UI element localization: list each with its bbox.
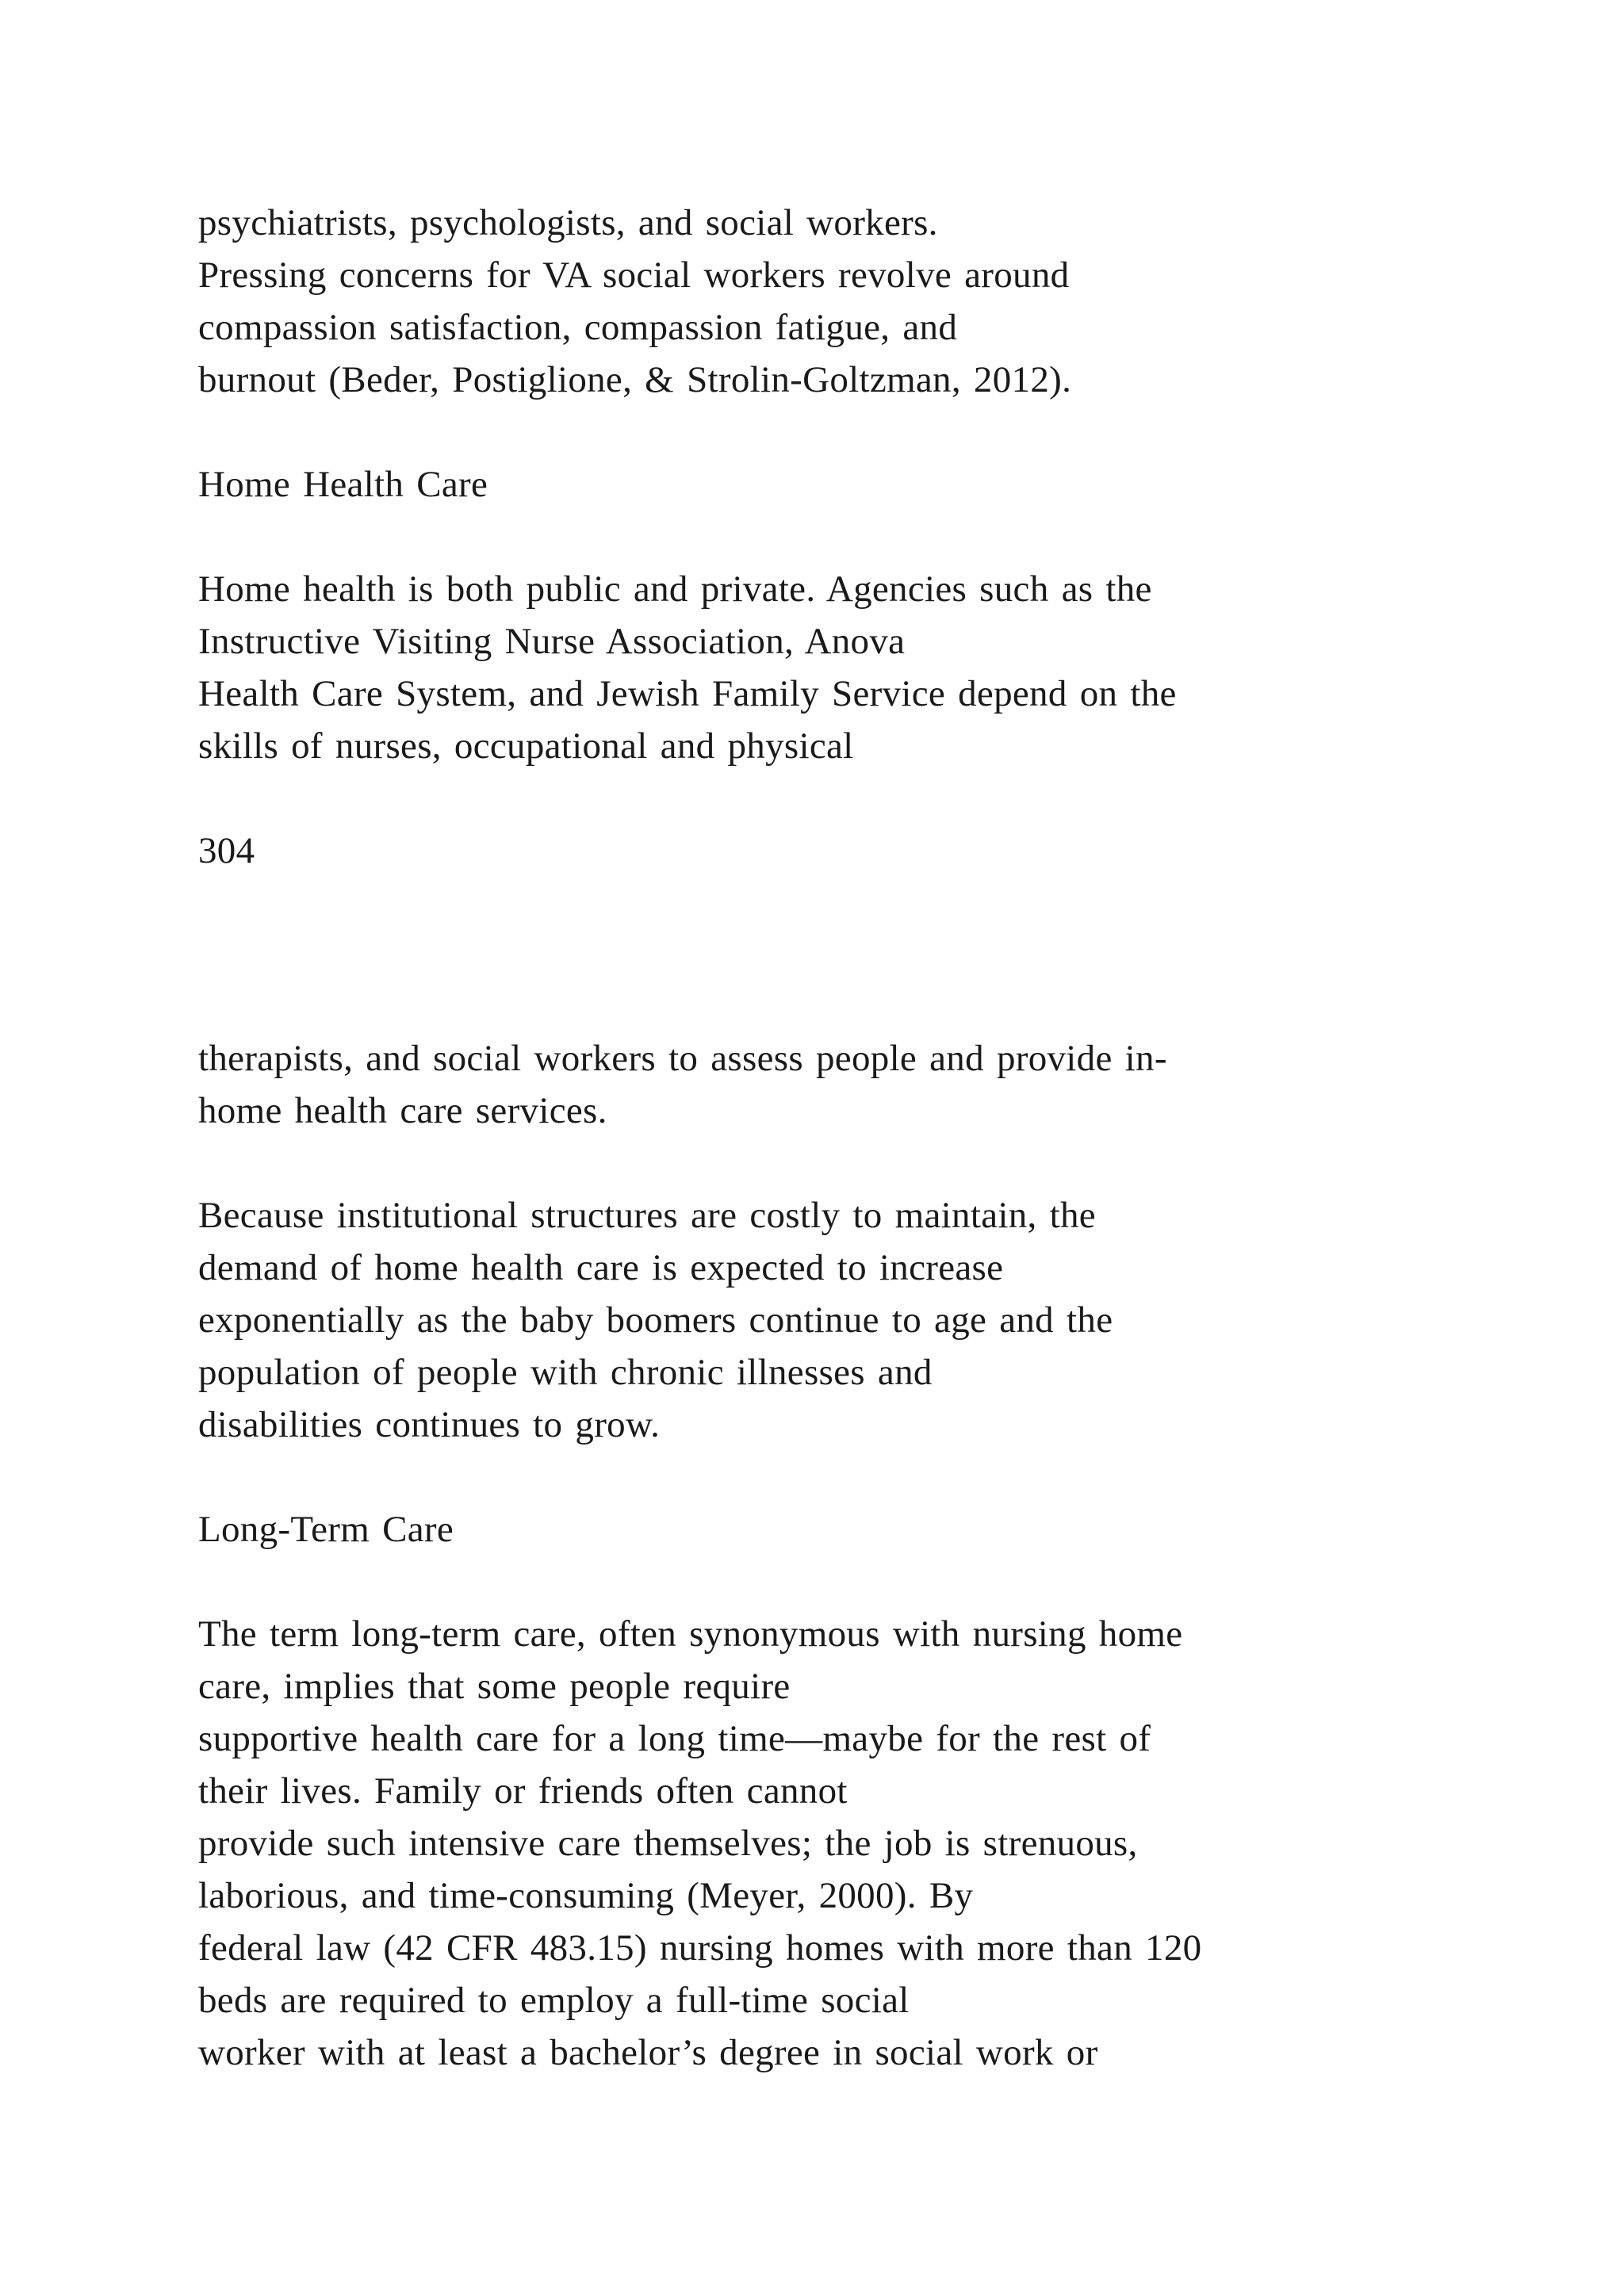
paragraph-line: supportive health care for a long time—maybe for the rest of (198, 1718, 1151, 1759)
paragraph-line: demand of home health care is expected to increase (198, 1247, 1004, 1288)
page-number: 304 (198, 830, 255, 871)
paragraph-line: home health care services. (198, 1090, 607, 1131)
section-heading: Home Health Care (198, 464, 488, 505)
paragraph-line: care, implies that some people require (198, 1666, 791, 1707)
paragraph-line: population of people with chronic illnesses and (198, 1352, 933, 1393)
paragraph-line: disabilities continues to grow. (198, 1404, 661, 1445)
paragraph-line: provide such intensive care themselves; the job is strenuous, (198, 1823, 1138, 1864)
paragraph-line: burnout (Beder, Postiglione, & Strolin-Goltzman, 2012). (198, 359, 1072, 400)
paragraph-line: therapists, and social workers to assess people and provide in- (198, 1038, 1167, 1079)
paragraph-line: Instructive Visiting Nurse Association, Anova (198, 621, 906, 662)
paragraph-line: Pressing concerns for VA social workers revolve around (198, 254, 1070, 296)
paragraph-line: exponentially as the baby boomers continue to age and the (198, 1299, 1113, 1341)
paragraph-line: beds are required to employ a full-time social (198, 1980, 910, 2021)
paragraph-line: federal law (42 CFR 483.15) nursing homes with more than 120 (198, 1927, 1202, 1969)
paragraph-line: Because institutional structures are costly to maintain, the (198, 1195, 1096, 1236)
paragraph-line: compassion satisfaction, compassion fatigue, and (198, 307, 958, 348)
paragraph-line: Home health is both public and private. Agencies such as the (198, 568, 1152, 610)
paragraph-line: Health Care System, and Jewish Family Service depend on the (198, 673, 1177, 714)
paragraph-line: The term long-term care, often synonymous with nursing home (198, 1613, 1183, 1655)
section-heading: Long-Term Care (198, 1509, 454, 1550)
paragraph-line: worker with at least a bachelor’s degree in social work or (198, 2032, 1098, 2073)
paragraph-line: laborious, and time-consuming (Meyer, 2000). By (198, 1875, 974, 1916)
paragraph-line: skills of nurses, occupational and physical (198, 725, 854, 767)
paragraph-line: their lives. Family or friends often cannot (198, 1770, 848, 1812)
paragraph-line: psychiatrists, psychologists, and social workers. (198, 202, 938, 243)
